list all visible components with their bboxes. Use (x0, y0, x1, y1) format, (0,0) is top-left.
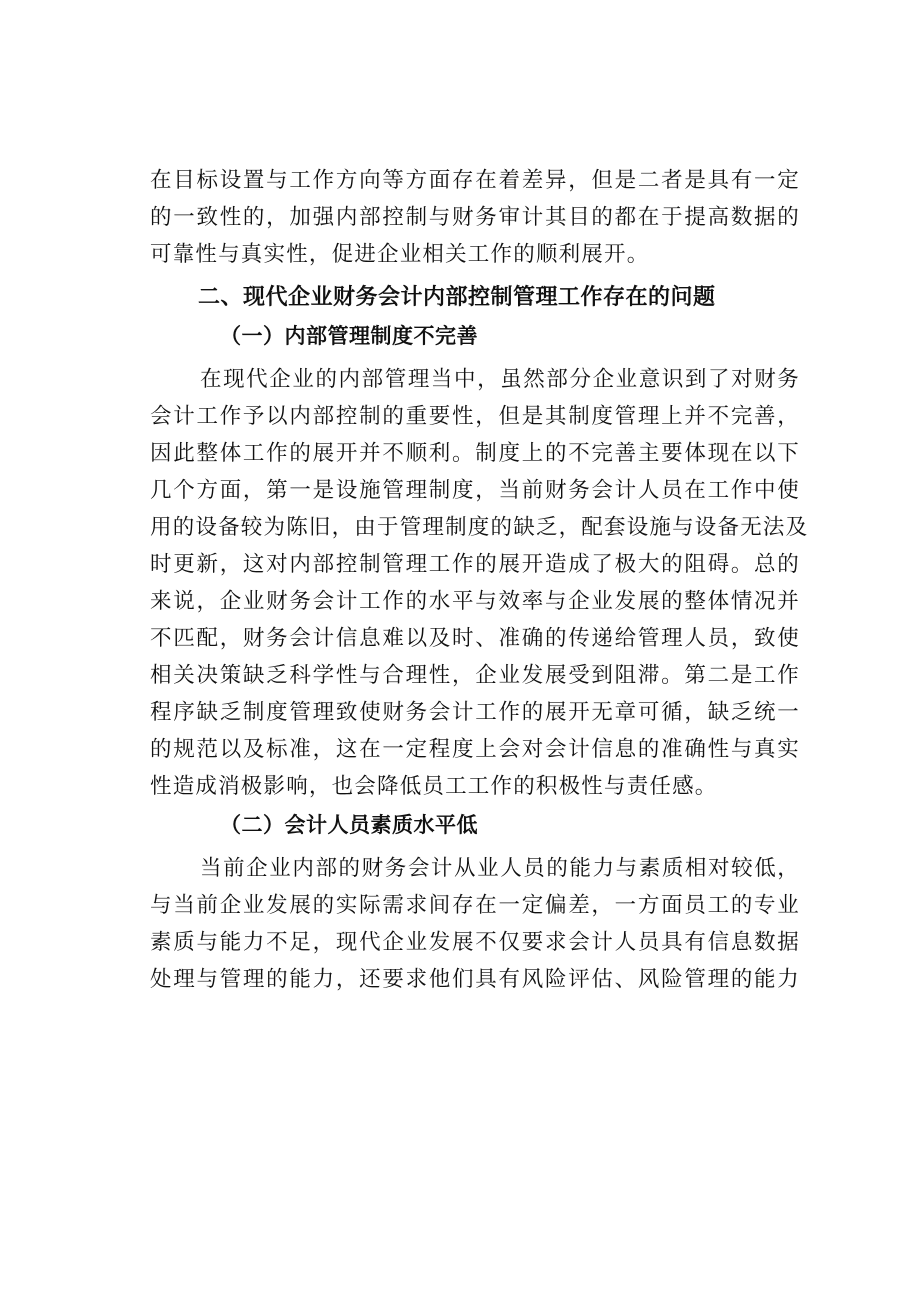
paragraph-line: 当前企业内部的财务会计从业人员的能力与素质相对较低， (200, 856, 800, 881)
paragraph-line: 会计工作予以内部控制的重要性，但是其制度管理上并不完善， (150, 404, 800, 429)
paragraph-line: 的一致性的，加强内部控制与财务审计其目的都在于提高数据的 (150, 205, 800, 230)
paragraph-line: 的规范以及标准，这在一定程度上会对会计信息的准确性与真实 (150, 737, 800, 762)
subsection-1-paragraph (150, 361, 809, 805)
paragraph-line: 因此整体工作的展开并不顺利。制度上的不完善主要体现在以下 (150, 441, 800, 466)
page-content (150, 162, 809, 998)
paragraph-line: 与当前企业发展的实际需求间存在一定偏差，一方面员工的专业 (150, 893, 800, 918)
subsection-heading-1: （一）内部管理制度不完善 (220, 324, 478, 348)
paragraph-line: 不匹配，财务会计信息难以及时、准确的传递给管理人员，致使 (150, 626, 800, 651)
paragraph-line: 几个方面，第一是设施管理制度，当前财务会计人员在工作中使 (150, 478, 800, 503)
paragraph-line: 处理与管理的能力，还要求他们具有风险评估、风险管理的能力 (150, 967, 800, 992)
paragraph-line: 素质与能力不足，现代企业发展不仅要求会计人员具有信息数据 (150, 930, 800, 955)
paragraph-line: 程序缺乏制度管理致使财务会计工作的展开无章可循，缺乏统一 (150, 700, 800, 725)
paragraph-line: 在现代企业的内部管理当中，虽然部分企业意识到了对财务 (200, 367, 800, 392)
paragraph-line: 在目标设置与工作方向等方面存在着差异，但是二者是具有一定 (150, 168, 800, 193)
subsection-heading-2: （二）会计人员素质水平低 (220, 813, 478, 837)
section-heading: 二、现代企业财务会计内部控制管理工作存在的问题 (198, 285, 716, 310)
paragraph-line: 来说，企业财务会计工作的水平与效率与企业发展的整体情况并 (150, 589, 800, 614)
paragraph-line: 可靠性与真实性，促进企业相关工作的顺利展开。 (150, 242, 650, 267)
subsection-2-paragraph (150, 850, 800, 998)
paragraph-line: 时更新，这对内部控制管理工作的展开造成了极大的阻碍。总的 (150, 552, 800, 577)
paragraph-line: 性造成消极影响，也会降低员工工作的积极性与责任感。 (150, 774, 718, 799)
intro-paragraph (150, 162, 800, 273)
paragraph-line: 相关决策缺乏科学性与合理性，企业发展受到阻滞。第二是工作 (150, 663, 800, 688)
paragraph-line: 用的设备较为陈旧，由于管理制度的缺乏，配套设施与设备无法及 (150, 515, 809, 540)
